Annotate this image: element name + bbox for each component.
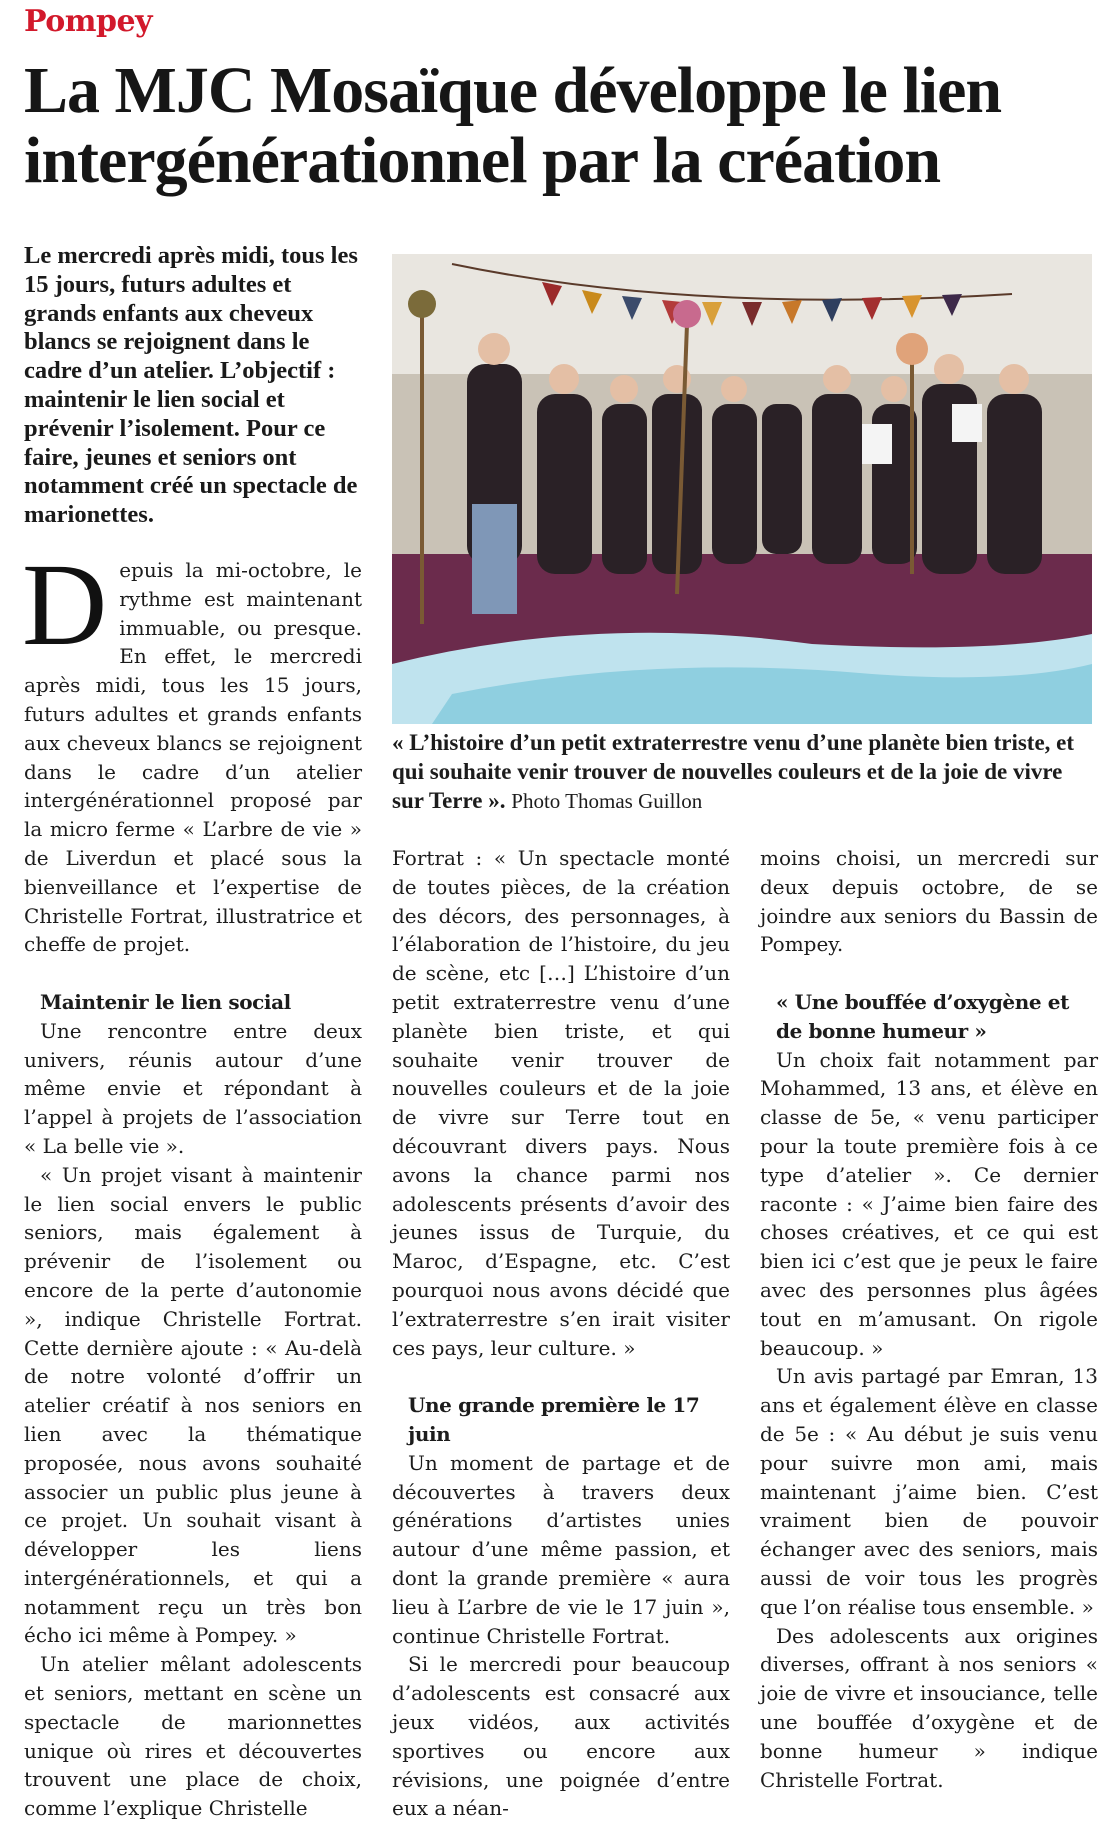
lede: Le mercredi après midi, tous les 15 jours, futurs adultes et grands enfants aux cheveux blancs se rejoignent dans le cadre d’un atelier. L’objectif : maintenir le lien social et prévenir l’isolement. Pour ce faire, jeunes et seniors ont notamment créé un spectacle de marionettes.	[24, 242, 358, 529]
paragraph-1-text: epuis la mi-octobre, le rythme est maintenant immuable, ou presque. En effet, le mercredi après midi, tous les 15 jours, futurs adultes et grands enfants aux cheveux blancs se rejoignent dans le cadre d’un atelier intergénérationnel proposé par la micro ferme « L’arbre de vie » de Liverdun et placé sous la bienveillance et l’expertise de Christelle Fortrat, illustratrice et cheffe de projet.	[24, 558, 362, 957]
paragraph-9: Des adolescents aux origines diverses, offrant à nos seniors « joie de vivre et insouciance, telle une bouffée d’oxygène et de bonne humeur » indique Christelle Fortrat.	[760, 1623, 1098, 1792]
paragraph-6-continued: moins choisi, un mercredi sur deux depuis octobre, de se joindre aux seniors du Bassin de Pompey.	[760, 846, 1098, 957]
headline: La MJC Mosaïque développe le lien intergénérationnel par la création	[24, 54, 1002, 197]
article-photo	[392, 254, 1092, 724]
column-3	[760, 844, 1098, 1794]
paragraph-1	[22, 539, 362, 959]
column-1	[22, 539, 362, 1823]
section-kicker: Pompey	[24, 4, 153, 39]
paragraph-5: Un moment de partage et de découvertes à travers deux générations d’artistes unies autour d’une même passion, et dont la grande première « aura lieu à L’arbre de vie le 17 juin », continue Christelle Fortrat.	[392, 1450, 730, 1648]
paragraph-8: Un avis partagé par Emran, 13 ans et également élève en classe de 5e : « Au début je suis venu pour suivre mon ami, mais maintenant j’aime bien. C’est vraiment bien de pouvoir échanger avec des seniors, mais aussi de voir tous les progrès que l’on réalise tous ensemble. »	[760, 1364, 1098, 1619]
photo-illustration	[392, 254, 1092, 724]
paragraph-6: Si le mercredi pour beaucoup d’adolescents est consacré aux jeux vidéos, aux activités sportives ou encore aux révisions, une poignée d’entre eux a néan-	[392, 1652, 730, 1821]
paragraph-7: Un choix fait notamment par Mohammed, 13 ans, et élève en classe de 5e, « venu participer pour la toute première fois à ce type d’atelier ». Ce dernier raconte : « J’aime bien faire des choses créatives, et ce qui est bien ici c’est que je peux le faire avec des personnes plus âgées tout en m’amusant. On rigole beaucoup. »	[760, 1047, 1098, 1360]
column-2	[392, 844, 730, 1823]
subhead-bouffee-oxygene: « Une bouffée d’oxygène et de bonne humeur »	[776, 989, 1069, 1043]
paragraph-4-continued: Fortrat : « Un spectacle monté de toutes pièces, de la création des décors, des personnages, à l’élaboration de l’histoire, du jeu de scène, etc […] L’histoire d’un petit extraterrestre venu d’une planète bien triste, et qui souhaite venir trouver de nouvelles couleurs et de la joie de vivre sur Terre tout en découvrant divers pays. Nous avons la chance parmi nos adolescents présents d’avoir des jeunes issus de Turquie, du Maroc, d’Espagne, etc. C’est pourquoi nous avons décidé que l’extraterrestre s’en irait visiter ces pays, leur culture. »	[392, 846, 730, 1360]
paragraph-3: « Un projet visant à maintenir le lien social envers le public seniors, mais également à prévenir de l’isolement ou encore de la perte d’autonomie », indique Christelle Fortrat. Cette dernière ajoute : « Au-delà de notre volonté d’offrir un atelier créatif à nos seniors en lien avec la thématique proposée, nous avons souhaité associer un public plus jeune à ce projet. Un souhait visant à développer les liens intergénérationnels, et qui a notamment reçu un très bon écho ici même à Pompey. »	[24, 1162, 362, 1648]
paragraph-2: Une rencontre entre deux univers, réunis autour d’une même envie et répondant à l’appel à projets de l’association « La belle vie ».	[24, 1018, 362, 1158]
subhead-lien-social: Maintenir le lien social	[40, 989, 291, 1014]
subhead-grande-premiere: Une grande première le 17 juin	[408, 1393, 700, 1446]
paragraph-4: Un atelier mêlant adolescents et seniors, mettant en scène un spectacle de marionnettes unique où rires et découvertes trouvent une place de choix, comme l’explique Christelle	[24, 1652, 362, 1821]
drop-cap: D	[22, 539, 108, 670]
photo-caption	[392, 728, 1092, 816]
caption-text: « L’histoire d’un petit extraterrestre venu d’une planète bien triste, et qui souhaite venir trouver de nouvelles couleurs et de la joie de vivre sur Terre ».	[392, 730, 1075, 813]
photo-credit: Photo Thomas Guillon	[511, 789, 703, 813]
